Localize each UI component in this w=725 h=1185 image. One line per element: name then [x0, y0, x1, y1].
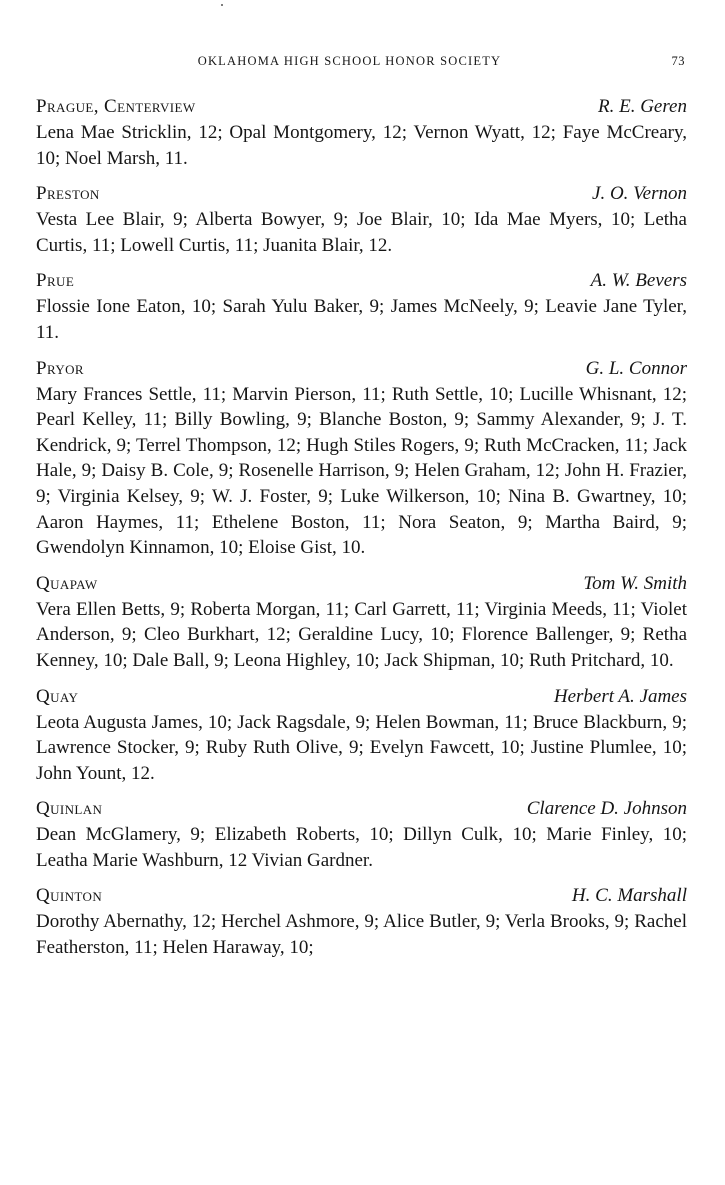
entry-heading [36, 181, 687, 207]
page-number: 73 [671, 54, 685, 68]
principal-name: J. O. Vernon [592, 183, 687, 205]
town-name: Quapaw [36, 572, 98, 594]
member-list: Vesta Lee Blair, 9; Alberta Bowyer, 9; Joe Blair, 10; Ida Mae Myers, 10; Letha Curtis, 11; Lowell Curtis, 11; Juanita Blair, 12. [36, 209, 687, 256]
town-name: Preston [36, 183, 100, 205]
member-list: Dorothy Abernathy, 12; Herchel Ashmore, 9; Alice Butler, 9; Verla Brooks, 9; Rachel Featherston, 11; Helen Haraway, 10; [36, 911, 687, 959]
print-speck [221, 4, 223, 6]
member-list: Dean McGlamery, 9; Elizabeth Roberts, 10; Dillyn Culk, 10; Marie Finley, 10; Leatha Marie Washburn, 12 Vivian Gardner. [36, 824, 687, 871]
running-header-title: OKLAHOMA HIGH SCHOOL HONOR SOCIETY [197, 54, 502, 68]
entry-heading [36, 356, 687, 382]
school-entry [36, 796, 687, 873]
school-entry [36, 684, 687, 787]
entry-heading [36, 571, 687, 597]
entry-heading [36, 796, 687, 822]
running-header [36, 48, 687, 74]
principal-name: H. C. Marshall [571, 885, 687, 907]
entry-heading [36, 94, 687, 120]
school-entries [36, 94, 687, 961]
entry-heading [36, 684, 687, 710]
town-name: Quay [36, 685, 79, 707]
member-list: Mary Frances Settle, 11; Marvin Pierson, 11; Ruth Settle, 10; Lucille Whisnant, 12; Pearl Kelley, 11; Billy Bowling, 9; Blanche Boston, 9; Sammy Alexander, 9; J. T. Kendrick, 9; Terrel Thompson, 12; Hugh Stiles Rogers, 9; Ruth McCracken, 11; Jack Hale, 9; Daisy B. Cole, 9; Rosenelle Harrison, 9; Helen Graham, 12; John H. Frazier, 9; Virginia Kelsey, 9; W. J. Foster, 9; Luke Wilkerson, 10; Nina B. Gwartney, 10; Aaron Haymes, 11; Ethelene Boston, 11; Nora Seaton, 9; Martha Baird, 9; Gwendolyn Kinnamon, 10; Eloise Gist, 10. [36, 383, 687, 559]
town-name: Quinlan [36, 798, 103, 820]
town-name: Prue [36, 270, 75, 292]
principal-name: Clarence D. Johnson [526, 798, 687, 820]
town-name: Quinton [36, 885, 103, 907]
school-entry [36, 883, 687, 960]
member-list: Flossie Ione Eaton, 10; Sarah Yulu Baker, 9; James McNeely, 9; Leavie Jane Tyler, 11. [36, 296, 687, 343]
entry-heading [36, 268, 687, 294]
school-entry [36, 571, 687, 674]
principal-name: Herbert A. James [553, 685, 687, 707]
school-entry [36, 94, 687, 171]
school-entry [36, 181, 687, 258]
school-entry [36, 268, 687, 345]
member-list: Lena Mae Stricklin, 12; Opal Montgomery, 12; Vernon Wyatt, 12; Faye McCreary, 10; Noel Marsh, 11. [36, 122, 687, 169]
document-page [36, 48, 687, 971]
principal-name: Tom W. Smith [583, 572, 687, 594]
principal-name: A. W. Bevers [590, 270, 687, 292]
entry-heading [36, 883, 687, 909]
school-entry [36, 356, 687, 561]
member-list: Vera Ellen Betts, 9; Roberta Morgan, 11; Carl Garrett, 11; Virginia Meeds, 11; Violet Anderson, 9; Cleo Burkhart, 12; Geraldine Lucy, 10; Florence Ballenger, 9; Retha Kenney, 10; Dale Ball, 9; Leona Highley, 10; Jack Shipman, 10; Ruth Pritchard, 10. [36, 598, 687, 671]
member-list: Leota Augusta James, 10; Jack Ragsdale, 9; Helen Bowman, 11; Bruce Blackburn, 9; Lawrence Stocker, 9; Ruby Ruth Olive, 9; Evelyn Fawcett, 10; Justine Plumlee, 10; John Yount, 12. [36, 711, 687, 784]
principal-name: R. E. Geren [598, 96, 687, 117]
principal-name: G. L. Connor [585, 357, 687, 379]
town-name: Pryor [36, 357, 84, 379]
town-name: Prague, Centerview [36, 96, 196, 117]
